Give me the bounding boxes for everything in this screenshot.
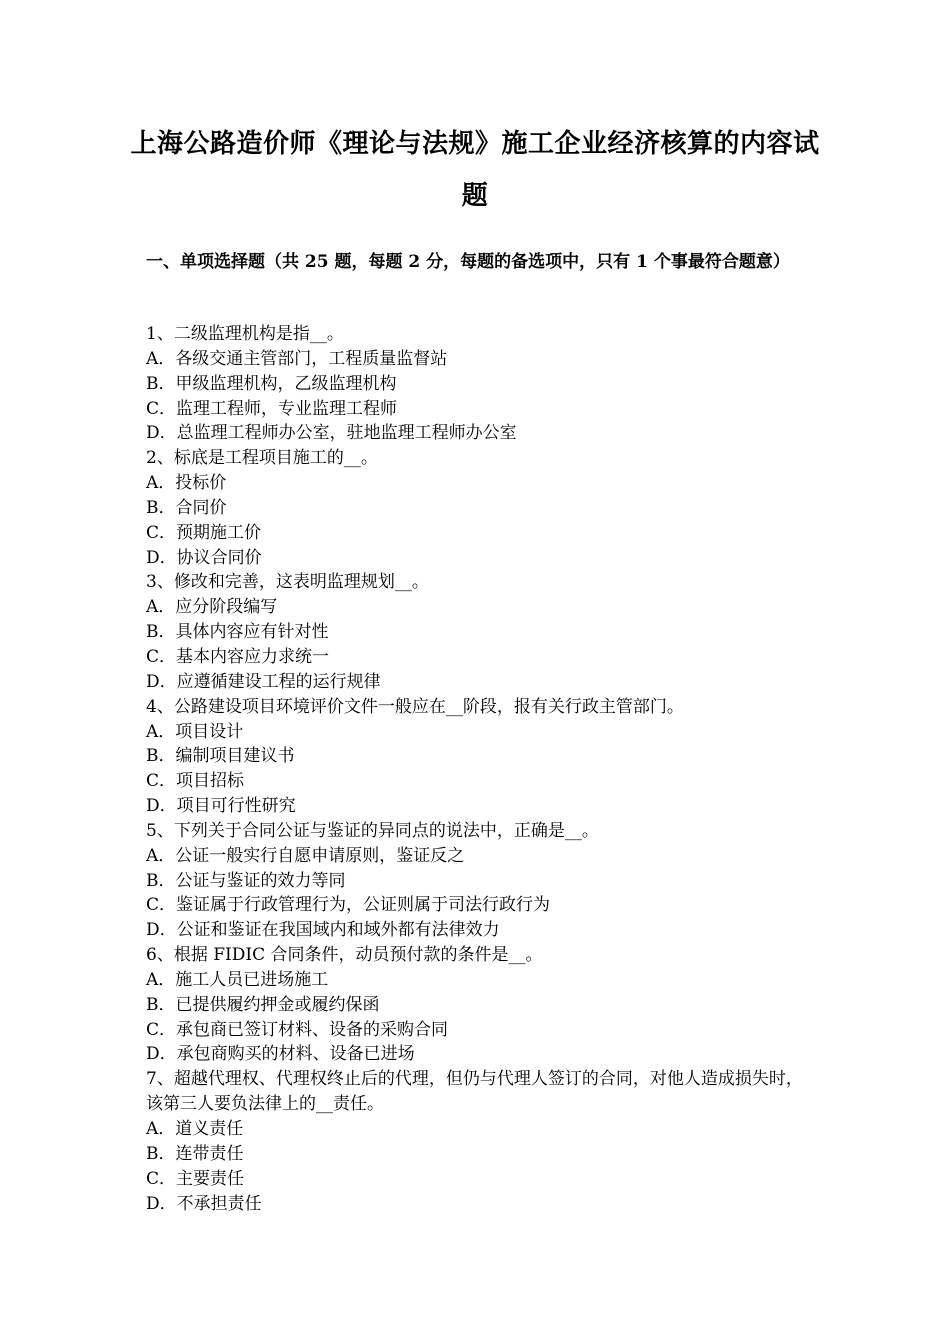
question-stem: 7、超越代理权、代理权终止后的代理，但仍与代理人签订的合同，对他人造成损失时，该第三人要负法律上的__责任。 [146, 1069, 803, 1115]
option-c: C．项目招标 [146, 771, 245, 792]
option-d: D．承包商购买的材料、设备已进场 [146, 1044, 415, 1065]
option-d: D．总监理工程师办公室，驻地监理工程师办公室 [146, 423, 517, 444]
option-a: A．应分阶段编写 [146, 597, 278, 618]
option-c: C．基本内容应力求统一 [146, 646, 330, 667]
section-heading: 一、单项选择题（共 25 题，每题 2 分，每题的备选项中，只有 1 个事最符合题意） [146, 252, 790, 272]
option-a: A．各级交通主管部门，工程质量监督站 [146, 348, 448, 369]
option-a: A．项目设计 [146, 721, 244, 742]
option-b: B．甲级监理机构，乙级监理机构 [146, 373, 397, 394]
option-d: D．公证和鉴证在我国域内和域外都有法律效力 [146, 920, 500, 941]
option-c: C．承包商已签订材料、设备的采购合同 [146, 1019, 449, 1040]
option-b: B．编制项目建议书 [146, 746, 295, 767]
question-stem: 6、根据 FIDIC 合同条件，动员预付款的条件是__。 [146, 945, 543, 966]
option-a: A．施工人员已进场施工 [146, 969, 329, 990]
question-stem: 5、下列关于合同公证与鉴证的异同点的说法中，正确是__。 [146, 820, 599, 841]
option-c: C．预期施工价 [146, 522, 262, 543]
question-stem: 4、公路建设项目环境评价文件一般应在__阶段，报有关行政主管部门。 [146, 696, 684, 717]
option-c: C．鉴证属于行政管理行为，公证则属于司法行政行为 [146, 895, 551, 916]
option-b: B．具体内容应有针对性 [146, 622, 329, 643]
document-title: 上海公路造价师《理论与法规》施工企业经济核算的内容试题 [130, 129, 820, 211]
question-stem: 3、修改和完善，这表明监理规划__。 [146, 572, 429, 593]
option-b: B．已提供履约押金或履约保函 [146, 994, 380, 1015]
option-d: D．协议合同价 [146, 547, 262, 568]
option-b: B．合同价 [146, 497, 227, 518]
question-list [146, 322, 810, 1216]
option-c: C．主要责任 [146, 1168, 245, 1189]
option-b: B．连带责任 [146, 1143, 244, 1164]
question-stem: 2、标底是工程项目施工的__。 [146, 448, 378, 469]
option-a: A．投标价 [146, 473, 227, 494]
option-b: B．公证与鉴证的效力等同 [146, 870, 346, 891]
option-d: D．不承担责任 [146, 1193, 262, 1214]
option-c: C．监理工程师，专业监理工程师 [146, 398, 398, 419]
option-a: A．道义责任 [146, 1119, 244, 1139]
question-stem: 1、二级监理机构是指__。 [146, 324, 344, 344]
option-a: A．公证一般实行自愿申请原则，鉴证反之 [146, 845, 465, 866]
option-d: D．项目可行性研究 [146, 796, 296, 817]
option-d: D．应遵循建设工程的运行规律 [146, 671, 381, 692]
